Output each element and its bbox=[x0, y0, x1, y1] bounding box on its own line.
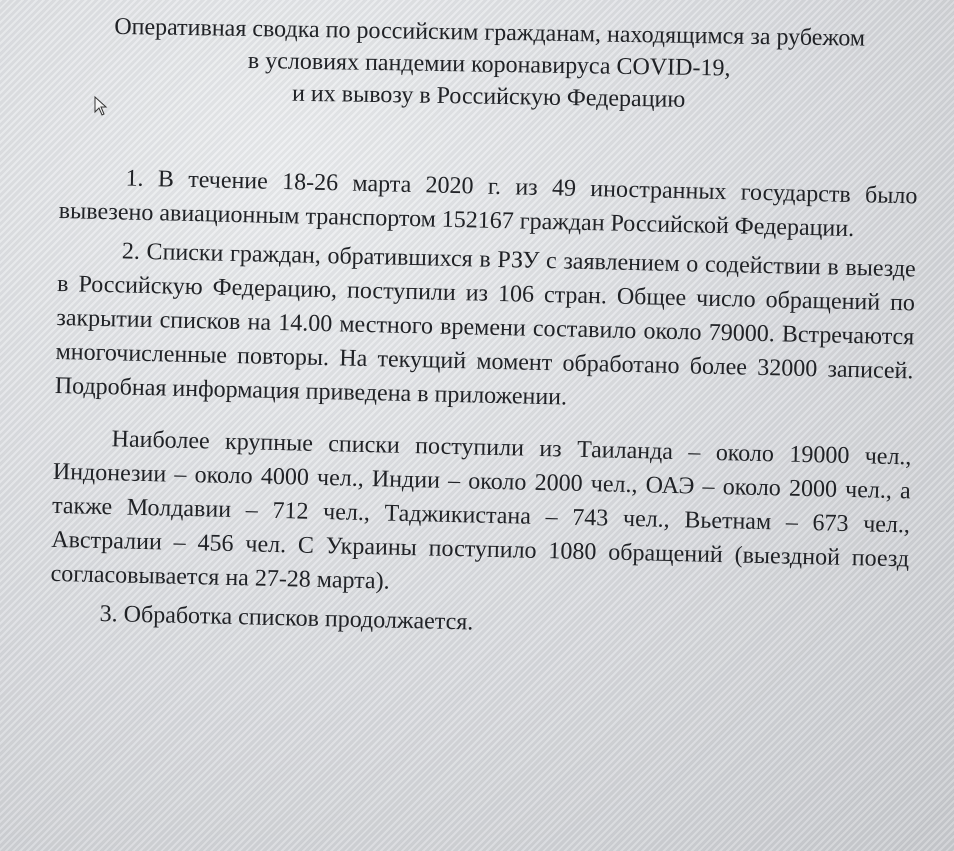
document-body bbox=[49, 160, 918, 654]
mouse-pointer-icon bbox=[94, 96, 108, 116]
title-line-1: Оперативная сводка по российским гражданам, находящимся за рубежом bbox=[114, 13, 866, 52]
paragraph-2: 2. Списки граждан, обратившихся в РЗУ с заявлением о содействии в выезде в Российскую Федерацию, поступили из 106 стран. Общее число обращений по закрытии списков на 14.00 местного времени составило около 79000. Встречаются многочисленные повторы. На текущий момент обработано более 32000 записей. Подробная информация приведена в приложении. bbox=[54, 238, 917, 411]
title-line-2: в условиях пандемии коронавируса COVID-19, bbox=[247, 47, 731, 82]
paragraph-1: 1. В течение 18-26 марта 2020 г. из 49 иностранных государств было вывезено авиационным транспортом 152167 граждан Российской Федерации. bbox=[58, 165, 918, 243]
paragraph-4: 3. Обработка списков продолжается. bbox=[99, 601, 474, 636]
paragraph-3: Наиболее крупные списки поступили из Таиланда – около 19000 чел., Индонезии – около 4000 чел., Индии – около 2000 чел., ОАЭ – около 2000 чел., а также Молдавии – 712 чел., Таджикистана – 743 чел., Вьетнам – 673 чел., Австралии – 456 чел. С Украины поступило 1080 обращений (выездной поезд согласовывается на 27-28 марта). bbox=[50, 426, 912, 595]
document-title bbox=[58, 10, 919, 119]
title-line-3: и их вывозу в Российскую Федерацию bbox=[291, 80, 686, 113]
